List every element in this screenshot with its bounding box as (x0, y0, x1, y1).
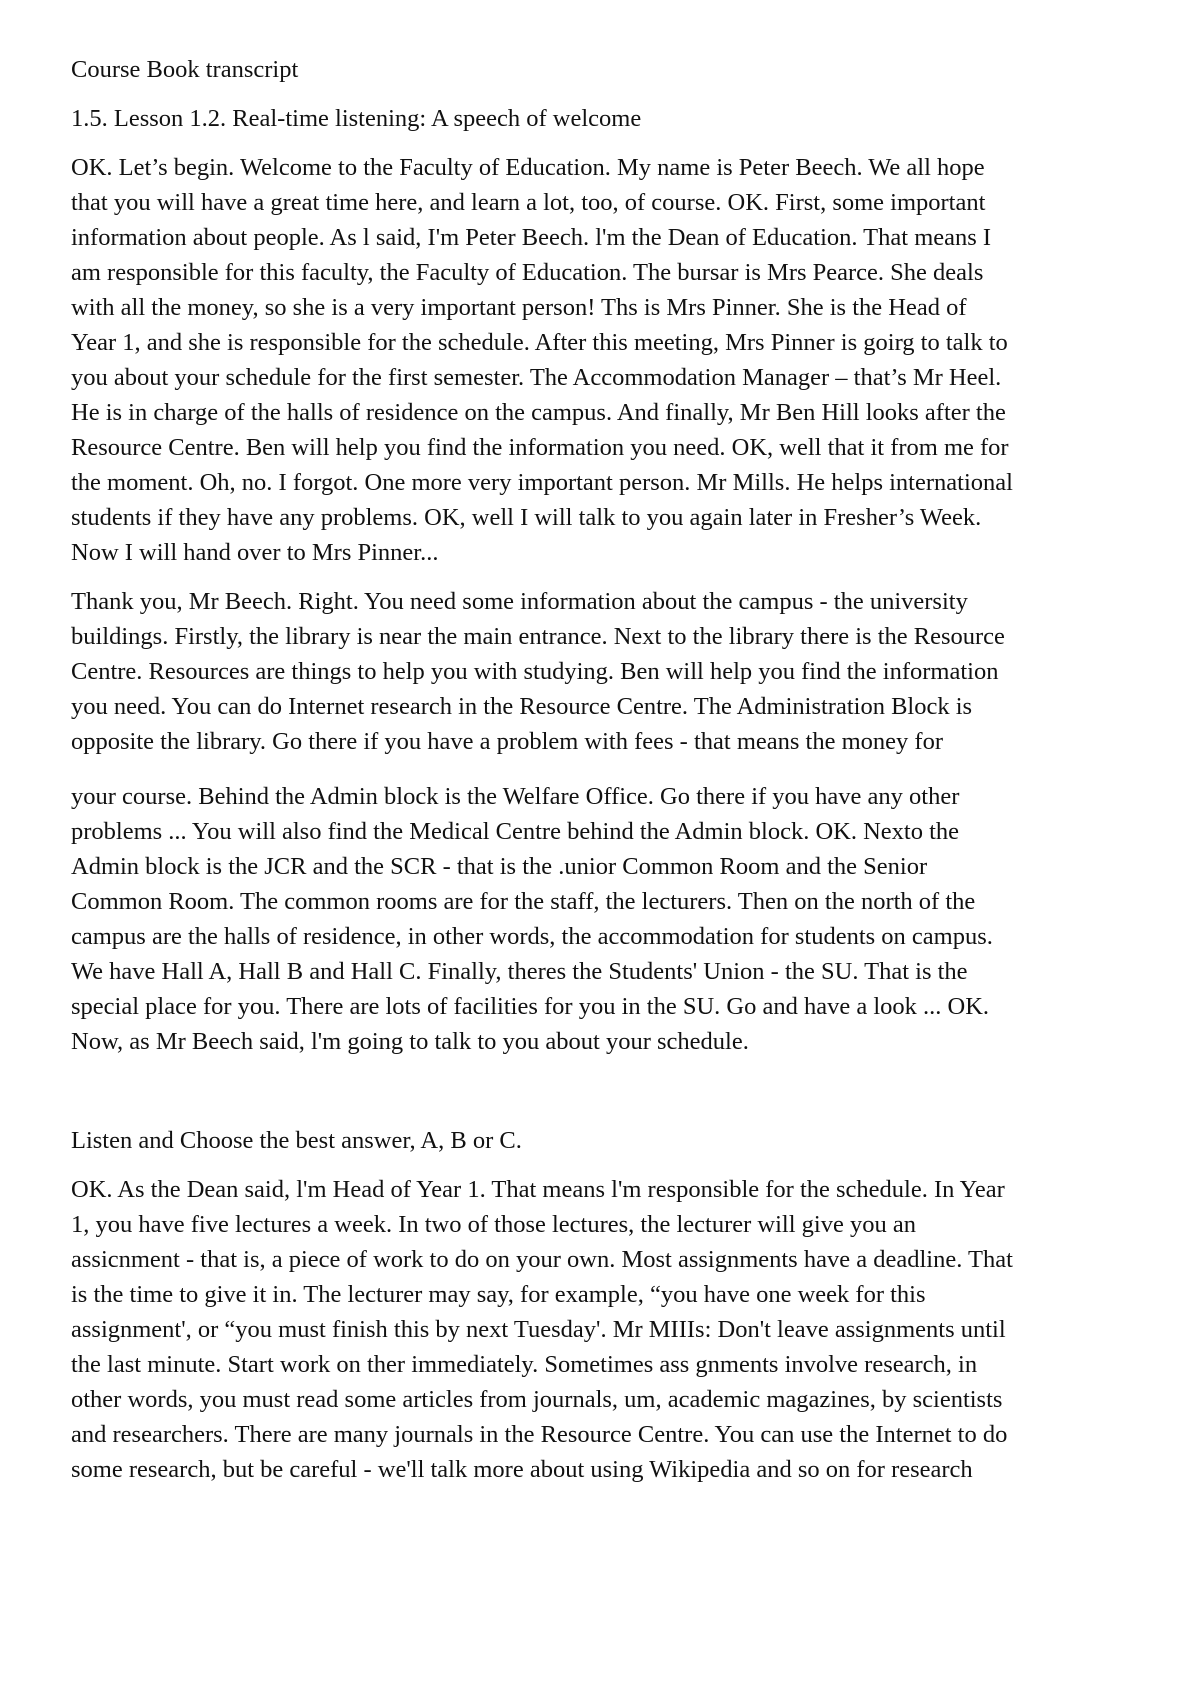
transcript-paragraph-1: OK. Let’s begin. Welcome to the Faculty of Education. My name is Peter Beech. We all hope that you will have a great time here, and learn a lot, too, of course. OK. First, some important information about people. As l said, I'm Peter Beech. l'm the Dean of Education. That means I am responsible for this faculty, the Faculty of Education. The bursar is Mrs Pearce. She deals with all the money, so she is a very important person! Ths is Mrs Pinner. She is the Head of Year 1, and she is responsible for the schedule. After this meeting, Mrs Pinner is goirg to talk to you about your schedule for the first semester. The Accommodation Manager – that’s Mr Heel. He is in charge of the halls of residence on the campus. And finally, Mr Ben Hill looks after the Resource Centre. Ben will help you find the information you need. OK, well that it from me for the moment. Oh, no. I forgot. One more very important person. Mr Mills. He helps international students if they have any problems. OK, well I will talk to you again later in Fresher’s Week. Now I will hand over to Mrs Pinner... (71, 154, 1013, 566)
transcript-paragraph-4: OK. As the Dean said, l'm Head of Year 1. That means l'm responsible for the schedule. In Year 1, you have five lectures a week. In two of those lectures, the lecturer will give you an assicnment - that is, a piece of work to do on your own. Most assignments have a deadline. That is the time to give it in. The lecturer may say, for example, “you have one week for this assignment', or “you must finish this by next Tuesday'. Mr MIIIs: Don't leave assignments until the last minute. Start work on ther immediately. Sometimes ass gnments involve research, in other words, you must read some articles from journals, um, academic magazines, by scientists and researchers. There are many journals in the Resource Centre. You can use the Internet to do some research, but be careful - we'll talk more about using Wikipedia and so on for research (71, 1176, 1013, 1483)
document-title: Course Book transcript (71, 56, 299, 83)
document-page (71, 52, 1171, 1501)
transcript-paragraph-2: Thank you, Mr Beech. Right. You need some information about the campus - the university buildings. Firstly, the library is near the main entrance. Next to the library there is the Resource Centre. Resources are things to help you with studying. Ben will help you find the information you need. You can do Internet research in the Resource Centre. The Administration Block is opposite the library. Go there if you have a problem with fees - that means the money for (71, 588, 1005, 755)
lesson-heading: 1.5. Lesson 1.2. Real-time listening: A speech of welcome (71, 105, 642, 132)
transcript-paragraph-3: your course. Behind the Admin block is the Welfare Office. Go there if you have any other problems ... You will also find the Medical Centre behind the Admin block. OK. Nexto the Admin block is the JCR and the SCR - that is the .unior Common Room and the Senior Common Room. The common rooms are for the staff, the lecturers. Then on the north of the campus are the halls of residence, in other words, the accommodation for students on campus. We have Hall A, Hall B and Hall C. Finally, theres the Students' Union - the SU. That is the special place for you. There are lots of facilities for you in the SU. Go and have a look ... OK. Now, as Mr Beech said, l'm going to talk to you about your schedule. (71, 783, 993, 1055)
listening-instruction: Listen and Choose the best answer, A, B or C. (71, 1127, 522, 1154)
